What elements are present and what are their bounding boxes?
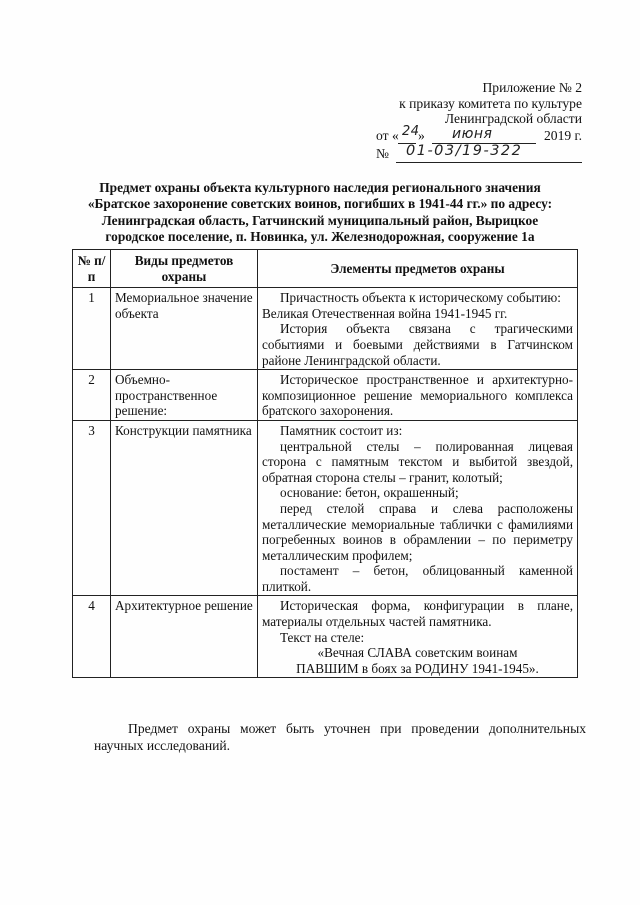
row-elements xyxy=(258,596,578,678)
footnote: Предмет охраны может быть уточнен при проведении дополнительных научных исследований. xyxy=(94,721,586,753)
row-num: 4 xyxy=(73,596,111,678)
header-type: Виды предметов охраны xyxy=(111,250,258,288)
date-year: 2019 г. xyxy=(543,128,582,143)
document-title xyxy=(60,180,580,246)
region-name: Ленинградской области xyxy=(444,111,582,126)
table-row xyxy=(73,370,578,421)
header-num: № п/п xyxy=(73,250,111,288)
table-row xyxy=(73,420,578,596)
row-type: Конструкции памятника xyxy=(111,420,258,596)
element-text: постамент – бетон, облицованный каменной плиткой. xyxy=(262,563,573,594)
row-num: 2 xyxy=(73,370,111,421)
table-row xyxy=(73,288,578,370)
title-line-4: городское поселение, п. Новинка, ул. Железнодорожная, сооружение 1а xyxy=(105,229,535,245)
row-elements xyxy=(258,288,578,370)
element-text: центральной стелы – полированная лицевая сторона с памятным текстом и выбитой звездой, обратная сторона стелы – гранит, колотый; xyxy=(262,438,573,485)
order-number xyxy=(376,143,582,164)
header-elements: Элементы предметов охраны xyxy=(258,250,578,288)
title-line-1: Предмет охраны объекта культурного наследия регионального значения xyxy=(99,180,541,195)
appendix-label: Приложение № 2 xyxy=(482,80,582,95)
title-line-3: Ленинградская область, Гатчинский муниципальный район, Вырицкое xyxy=(101,212,539,228)
table-row xyxy=(73,596,578,678)
row-num: 3 xyxy=(73,420,111,596)
row-elements xyxy=(258,420,578,596)
element-text: Причастность объекта к историческому событию: Великая Отечественная война 1941-1945 гг. xyxy=(262,290,561,321)
date-month: июня xyxy=(452,126,493,142)
element-text: Памятник состоит из: xyxy=(280,422,403,438)
row-type: Мемориальное значение объекта xyxy=(111,288,258,370)
table-header-row xyxy=(73,250,578,288)
number-prefix: № xyxy=(376,146,389,161)
date-mid: » xyxy=(418,128,425,143)
stele-inscription-line-2: ПАВШИМ в боях за РОДИНУ 1941-1945». xyxy=(296,660,539,676)
stele-inscription-line-1: «Вечная СЛАВА советским воинам xyxy=(317,645,518,661)
element-text: Историческая форма, конфигурации в плане, материалы отдельных частей памятника. xyxy=(262,598,573,630)
row-elements xyxy=(258,370,578,421)
element-text: перед стелой справа и слева расположены металлические мемориальные таблички с фамилиями погребенных воинов в обрамлении – по периметру металлическим профилем; xyxy=(262,500,573,563)
row-type: Объемно-пространственное решение: xyxy=(111,370,258,421)
number-value: 01-03/19-322 xyxy=(406,143,523,159)
order-reference: к приказу комитета по культуре xyxy=(399,96,582,111)
date-day: 24 xyxy=(402,124,420,139)
element-text: Историческое пространственное и архитектурно-композиционное решение мемориального комплекса братского захоронения. xyxy=(262,372,573,419)
date-prefix: от « xyxy=(376,128,399,143)
element-text: Текст на стеле: xyxy=(280,629,365,645)
element-text: История объекта связана с трагическими событиями и боевыми действиями в Гатчинском районе Ленинградской области. xyxy=(262,321,573,368)
title-line-2: «Братское захоронение советских воинов, погибших в 1941-44 гг.» по адресу: xyxy=(87,196,553,212)
protection-table xyxy=(72,249,578,678)
row-type: Архитектурное решение xyxy=(111,596,258,678)
row-num: 1 xyxy=(73,288,111,370)
element-text: основание: бетон, окрашенный; xyxy=(280,485,459,501)
